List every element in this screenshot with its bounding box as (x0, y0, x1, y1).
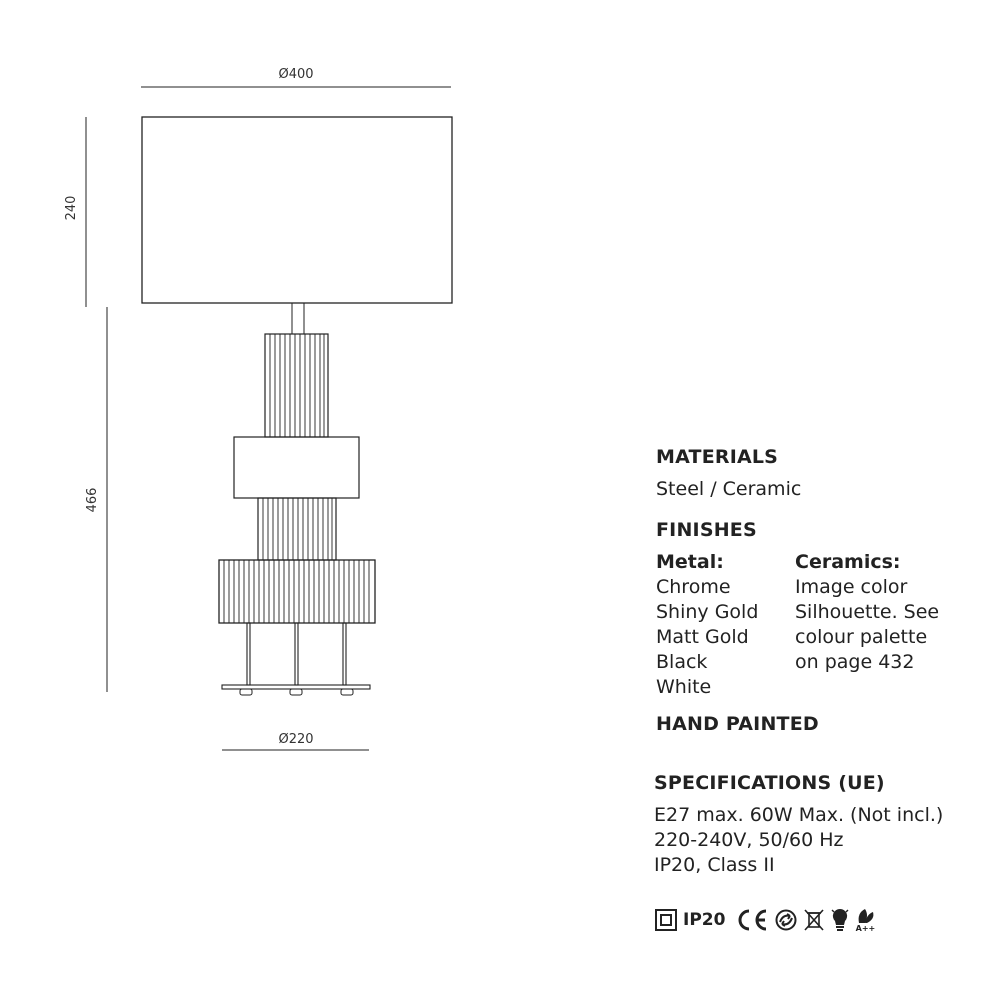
ceramics-line: Silhouette. See (795, 601, 940, 623)
base-legs (247, 623, 346, 685)
shade-diameter-label: Ø400 (278, 67, 314, 82)
drum-flutes (224, 560, 369, 623)
body-height-label: 466 (85, 487, 100, 513)
materials-heading: MATERIALS (656, 446, 779, 468)
ceramics-line: colour palette (795, 626, 928, 648)
bulb-icon (831, 907, 849, 933)
weee-bin-icon (803, 908, 825, 932)
hand-painted-heading: HAND PAINTED (656, 713, 819, 735)
metal-item: White (656, 676, 712, 698)
recycle-icon (775, 909, 797, 931)
fluted-drum (219, 560, 375, 623)
metal-item: Matt Gold (656, 626, 749, 648)
ip-rating: IP20 (683, 910, 726, 930)
materials-value: Steel / Ceramic (656, 478, 802, 500)
specifications-list (654, 803, 943, 878)
lower-fluted-column (258, 498, 336, 560)
ce-mark-icon (735, 908, 769, 932)
energy-leaf-icon (855, 907, 875, 933)
ceramics-line: on page 432 (795, 651, 915, 673)
metal-label: Metal: (656, 551, 724, 573)
spec-line: IP20, Class II (654, 854, 775, 876)
ceramics-finishes-column (795, 550, 939, 675)
lamp-shade (142, 117, 452, 303)
metal-item: Shiny Gold (656, 601, 759, 623)
base-diameter-label: Ø220 (278, 732, 314, 747)
upper-column-flutes (270, 334, 324, 437)
finishes-heading: FINISHES (656, 519, 757, 541)
metal-finishes-column (656, 550, 758, 700)
energy-class-label: A++ (855, 924, 876, 933)
middle-ring (234, 437, 359, 498)
lamp-stem (292, 303, 304, 334)
specifications-heading: SPECIFICATIONS (UE) (654, 772, 885, 794)
spec-line: E27 max. 60W Max. (Not incl.) (654, 804, 944, 826)
metal-item: Black (656, 651, 708, 673)
certification-icons (655, 906, 875, 934)
lower-column-flutes (263, 498, 332, 560)
shade-height-label: 240 (64, 195, 79, 221)
base-plate (222, 685, 370, 689)
metal-item: Chrome (656, 576, 731, 598)
spec-line: 220-240V, 50/60 Hz (654, 829, 844, 851)
class-ii-icon (655, 909, 677, 931)
ceramics-line: Image color (795, 576, 908, 598)
ceramics-label: Ceramics: (795, 551, 901, 573)
upper-fluted-column (265, 334, 328, 437)
base-feet (240, 689, 353, 695)
